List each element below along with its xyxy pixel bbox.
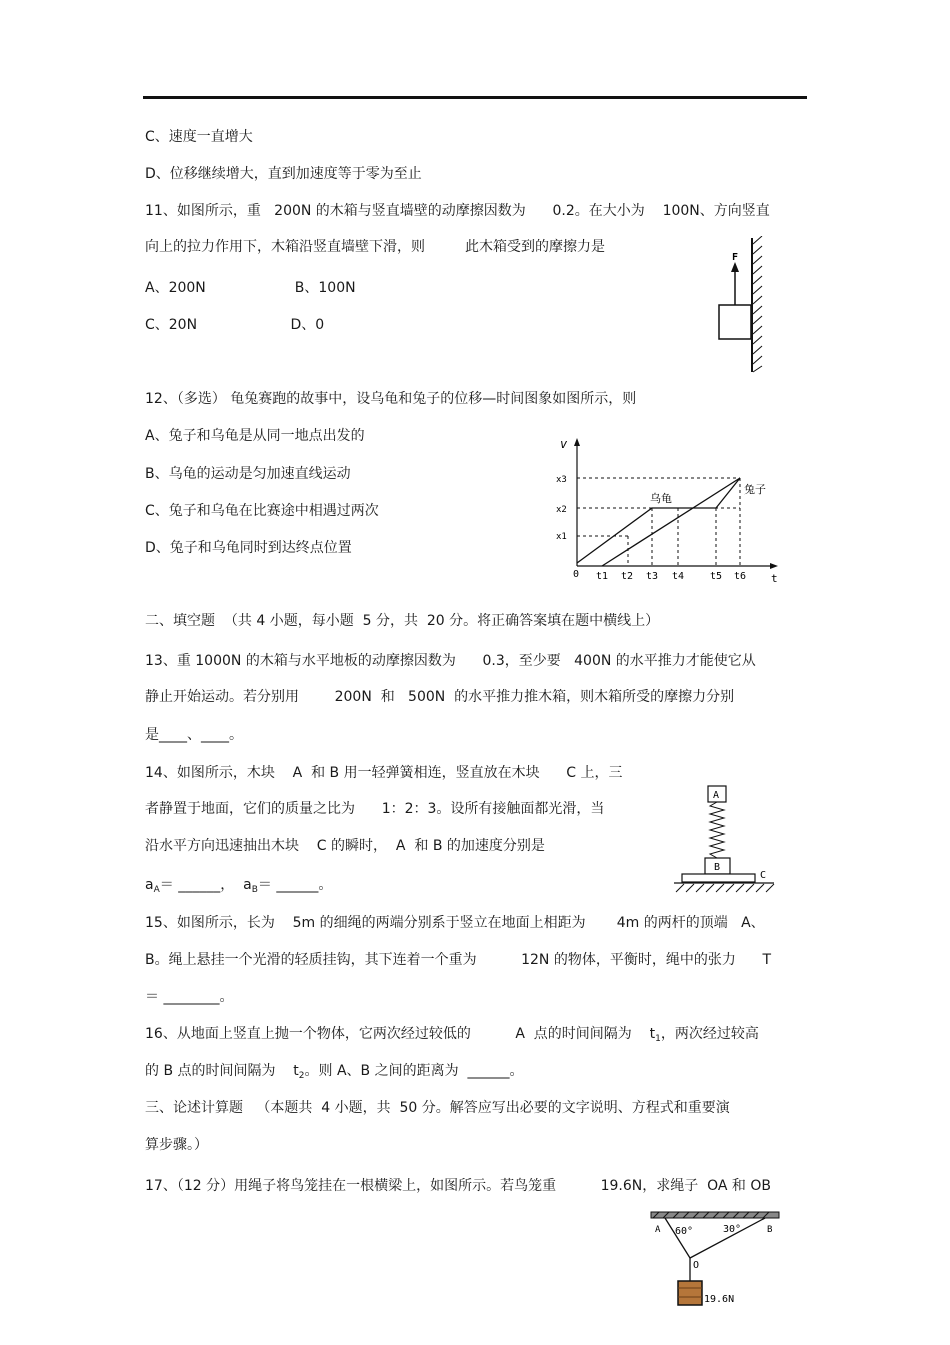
block-b-label: B [714,862,721,873]
question-12-option-b: B、乌龟的运动是匀加速直线运动 [145,466,351,482]
q16-text-c: 的 B 点的时间间隔为 t [145,1063,299,1079]
race-position-time-graph [550,432,790,587]
question-11-line-2: 向上的拉力作用下，木箱沿竖直墙壁下滑，则 此木箱受到的摩擦力是 [145,239,606,255]
y-axis-label: v [560,437,568,451]
t2-subscript: 2 [298,1071,305,1081]
section-2-heading: 二、填空题 （共 4 小题，每小题 5 分，共 20 分。将正确答案填在题中横线上） [145,613,660,629]
angle-30-label: 30° [723,1224,742,1235]
x-tick-t4: t4 [672,571,685,582]
ceiling-beam [651,1212,779,1218]
point-b-label: B [767,1225,773,1235]
force-label: F [732,252,739,263]
x-tick-t1: t1 [596,571,609,582]
question-12-stem: 12、（多选） 龟兔赛跑的故事中，设乌龟和兔子的位移—时间图象如图所示，则 [145,391,637,407]
force-arrow-head [731,262,739,272]
rope-oa [665,1218,690,1258]
block-c [682,874,755,882]
x-tick-t3: t3 [646,571,659,582]
wooden-box [719,305,751,339]
y-tick-x3: x3 [556,475,567,485]
wall-box-figure [712,236,772,376]
question-14-line-1: 14、如图所示，木块 A 和 B 用一轻弹簧相连，竖直放在木块 C 上，三 [145,765,623,781]
question-17-line-1: 17、（12 分）用绳子将鸟笼挂在一根横梁上，如图所示。若鸟笼重 19.6N，求绳子 OA 和 OB [145,1178,771,1194]
x-tick-t5: t5 [710,571,723,582]
header-rule [143,96,807,99]
q16-text-b: ，两次经过较高 [660,1026,759,1042]
accel-a-blank: ＝ ______， a [159,877,252,893]
question-16-line-2 [145,1061,524,1086]
question-12-option-c: C、兔子和乌龟在比赛途中相遇过两次 [145,503,379,519]
ground-hatching [676,884,774,892]
section-3-heading-line-2: 算步骤。） [145,1137,208,1153]
spring-blocks-figure [670,784,782,896]
question-13-line-1: 13、重 1000N 的木箱与水平地板的动摩擦因数为 0.3，至少要 400N 的水平推力才能使它从 [145,653,756,669]
wall-hatching [753,236,762,372]
question-12-option-d: D、兔子和乌龟同时到达终点位置 [145,540,352,556]
y-tick-x1: x1 [556,532,567,542]
option-d-q10: D、位移继续增大，直到加速度等于零为至止 [145,166,422,182]
question-11-line-1: 11、如图所示，重 200N 的木箱与竖直墙壁的动摩擦因数为 0.2。在大小为 100N、方向竖直 [145,203,770,219]
question-15-line-2: B。绳上悬挂一个光滑的轻质挂钩，其下连着一个重为 12N 的物体，平衡时，绳中的张力 T [145,952,772,968]
weight-label: 19.6N [704,1294,735,1305]
question-11-options-cd: C、20N D、0 [145,317,325,333]
section-3-heading-line-1: 三、论述计算题 （本题共 4 小题，共 50 分。解答应写出必要的文字说明、方程式和重要演 [145,1100,730,1116]
question-14-answer-line [145,875,332,900]
x-tick-t2: t2 [621,571,634,582]
accel-a-symbol: a [145,877,154,893]
accel-a-subscript: A [153,885,160,895]
question-12-option-a: A、兔子和乌龟是从同一地点出发的 [145,428,365,444]
question-13-line-2: 静止开始运动。若分别用 200N 和 500N 的水平推力推木箱，则木箱所受的摩擦力分别 [145,689,735,705]
question-15-line-1: 15、如图所示，长为 5m 的细绳的两端分别系于竖立在地面上相距为 4m 的两杆的顶端 A、 [145,915,765,931]
question-14-line-2: 者静置于地面，它们的质量之比为 1：2：3。设所有接触面都光滑，当 [145,801,605,817]
turtle-label: 乌龟 [650,492,672,505]
q16-text-d: 。则 A、B 之间的距离为 ______。 [304,1063,524,1079]
spring [710,802,724,858]
block-a-label: A [713,790,720,801]
t1-subscript: 1 [655,1034,661,1044]
origin-label: 0 [573,569,580,580]
y-tick-x2: x2 [556,505,567,515]
angle-60-label: 60° [675,1226,694,1237]
question-16-line-1 [145,1024,759,1049]
point-a-label: A [655,1225,661,1235]
rabbit-label: 兔子 [744,483,766,496]
block-c-label: C [760,870,767,881]
question-14-line-3: 沿水平方向迅速抽出木块 C 的瞬时， A 和 B 的加速度分别是 [145,838,545,854]
x-axis-label: t [771,572,778,585]
option-c-q10: C、速度一直增大 [145,129,253,145]
question-13-line-3: 是____、____。 [145,727,243,743]
accel-b-subscript: B [251,885,258,895]
q16-text-a: 16、从地面上竖直上抛一个物体，它两次经过较低的 A 点的时间间隔为 t [145,1026,656,1042]
question-15-line-3: ＝ ________。 [145,989,234,1005]
question-11-options-ab: A、200N B、100N [145,280,356,296]
x-tick-t6: t6 [734,571,747,582]
accel-b-blank: ＝ ______。 [257,877,333,893]
cage-block [678,1281,702,1305]
bird-cage-figure [645,1208,785,1313]
x-axis-arrow [770,563,778,569]
y-axis-arrow [574,438,580,446]
point-o-label: O [693,1260,700,1271]
